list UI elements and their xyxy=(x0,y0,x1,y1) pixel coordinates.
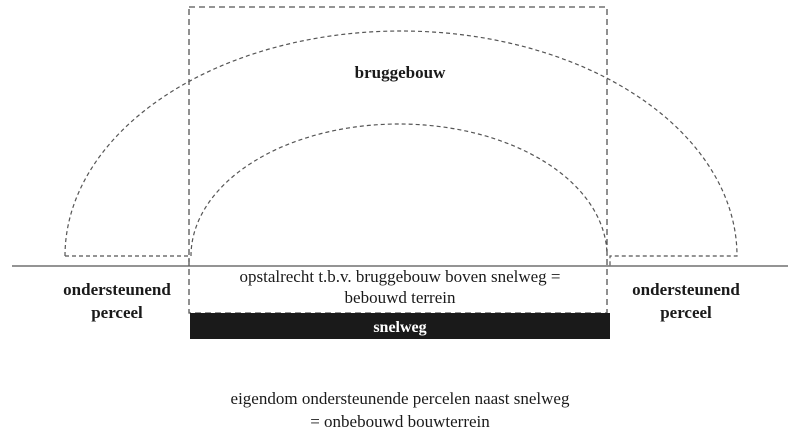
left-parcel-label-line2: perceel xyxy=(91,303,143,322)
building-label: bruggebouw xyxy=(354,63,446,82)
outer-arch-left-foot xyxy=(65,256,189,266)
right-parcel-label-line2: perceel xyxy=(660,303,712,322)
left-parcel-label-line1: ondersteunend xyxy=(63,280,171,299)
superficies-label-line2: bebouwd terrein xyxy=(344,288,456,307)
highway-label: snelweg xyxy=(373,319,427,336)
ownership-label-line2: = onbebouwd bouwterrein xyxy=(310,412,490,431)
ownership-label-line1: eigendom ondersteunende percelen naast snelweg xyxy=(230,389,570,408)
inner-arch xyxy=(191,124,607,256)
right-parcel-label-line1: ondersteunend xyxy=(632,280,740,299)
superficies-label-line1: opstalrecht t.b.v. bruggebouw boven snelweg = xyxy=(239,267,561,286)
